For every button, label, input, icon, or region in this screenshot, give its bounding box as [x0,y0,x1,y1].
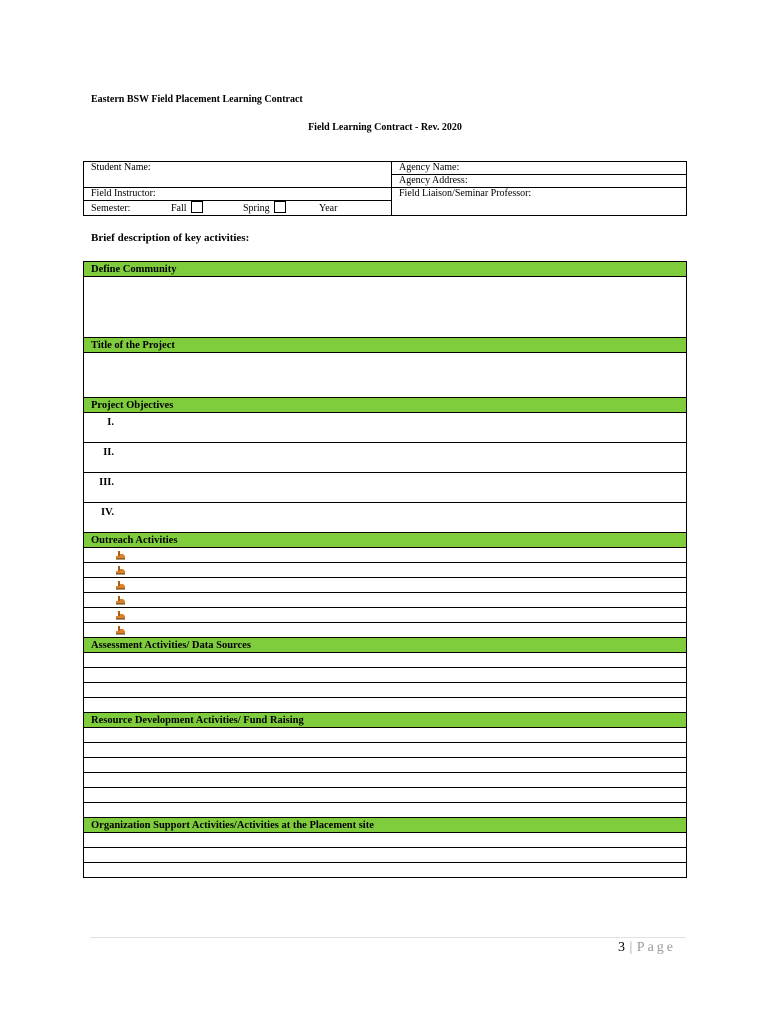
outreach-bullet-row[interactable] [84,608,686,623]
outreach-bullet-row[interactable] [84,563,686,578]
hand-pointer-bullet-icon [115,610,126,620]
hand-pointer-bullet-icon [115,580,126,590]
objective-number: III. [99,477,114,488]
organization-line[interactable] [84,863,686,877]
resource-line[interactable] [84,743,686,758]
objective-row[interactable] [84,443,686,473]
resource-line[interactable] [84,773,686,788]
objective-row[interactable] [84,503,686,533]
resource-line[interactable] [84,758,686,773]
page-word: Page [636,940,676,955]
outreach-bullet-row[interactable] [84,623,686,638]
organization-support-header: Organization Support Activities/Activities at the Placement site [84,818,686,833]
define-community-header: Define Community [84,262,686,277]
organization-line[interactable] [84,833,686,848]
resource-line[interactable] [84,803,686,818]
page-number: 3 [617,940,626,955]
assessment-line[interactable] [84,668,686,683]
spring-checkbox[interactable] [274,201,286,213]
outreach-bullet-row[interactable] [84,593,686,608]
objective-number: I. [107,417,114,428]
semester-label: Semester: [91,203,131,214]
field-instructor-field[interactable]: Field Instructor: [84,188,392,201]
project-title-area[interactable] [84,353,686,398]
resource-development-header: Resource Development Activities/ Fund Raising [84,713,686,728]
page-footer [618,940,676,956]
resource-line[interactable] [84,728,686,743]
student-name-field[interactable]: Student Name: [84,162,392,175]
fall-label: Fall [171,203,187,214]
resource-line[interactable] [84,788,686,803]
hand-pointer-bullet-icon [115,595,126,605]
document-header: Eastern BSW Field Placement Learning Contract [91,94,303,105]
document-title: Field Learning Contract - Rev. 2020 [308,122,462,133]
hand-pointer-bullet-icon [115,625,126,635]
agency-name-field[interactable]: Agency Name: [392,162,687,175]
assessment-line[interactable] [84,653,686,668]
objective-number: IV. [101,507,114,518]
objective-row[interactable] [84,473,686,503]
outreach-activities-header: Outreach Activities [84,533,686,548]
project-title-header: Title of the Project [84,338,686,353]
key-activities-table [83,261,687,878]
fall-checkbox[interactable] [191,201,203,213]
field-liaison-blank[interactable] [392,201,687,216]
footer-divider [90,937,686,938]
brief-description-heading: Brief description of key activities: [91,232,250,244]
agency-address-field[interactable]: Agency Address: [392,175,687,188]
year-label: Year [319,203,338,214]
objective-number: II. [103,447,114,458]
student-info-table [83,161,687,216]
footer-separator: | [629,940,633,955]
field-liaison-field[interactable]: Field Liaison/Seminar Professor: [392,188,687,201]
outreach-bullet-row[interactable] [84,548,686,563]
student-name-blank[interactable] [84,175,392,188]
outreach-bullet-row[interactable] [84,578,686,593]
objective-row[interactable] [84,413,686,443]
assessment-line[interactable] [84,698,686,713]
project-objectives-header: Project Objectives [84,398,686,413]
spring-label: Spring [243,203,270,214]
assessment-line[interactable] [84,683,686,698]
define-community-area[interactable] [84,277,686,338]
hand-pointer-bullet-icon [115,565,126,575]
outreach-list [84,548,686,638]
hand-pointer-bullet-icon [115,550,126,560]
organization-line[interactable] [84,848,686,863]
semester-row [84,201,392,216]
assessment-activities-header: Assessment Activities/ Data Sources [84,638,686,653]
